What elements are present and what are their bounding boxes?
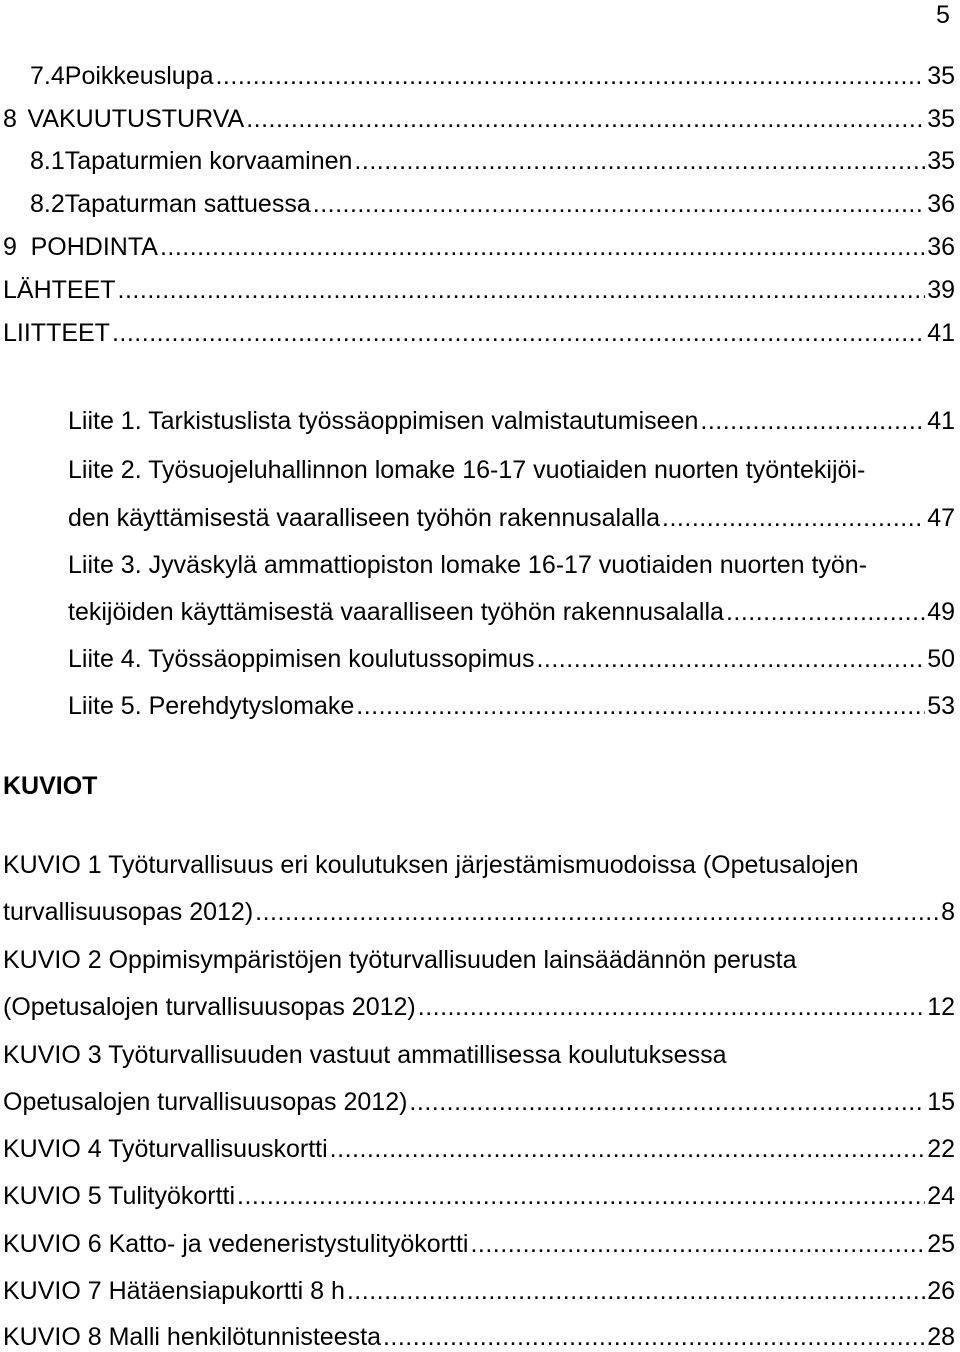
appendix-entry-3[interactable] (68, 597, 955, 627)
toc-entry-8-2[interactable] (30, 189, 955, 219)
toc-leader (246, 104, 925, 134)
toc-entry-number: 8.1 (30, 147, 65, 175)
figure-title: KUVIO 6 Katto- ja vedeneristystulityökortti (3, 1230, 469, 1258)
toc-leader (160, 232, 925, 262)
toc-leader (112, 318, 925, 348)
figure-page: 26 (927, 1277, 955, 1305)
toc-leader (418, 992, 925, 1022)
toc-entry-page: 35 (927, 62, 955, 90)
appendix-entry-1[interactable] (68, 406, 955, 436)
toc-leader (662, 503, 925, 533)
figure-entry-1-line1: KUVIO 1 Työturvallisuus eri koulutuksen järjestämismuodoissa (Opetusalojen (3, 851, 859, 879)
toc-entry-title: LÄHTEET (3, 276, 116, 304)
toc-entry-number: 9 (3, 233, 17, 261)
toc-entry-lahteet[interactable] (3, 275, 955, 305)
appendix-page: 41 (927, 407, 955, 435)
toc-entry-title: Tapaturman sattuessa (64, 190, 311, 218)
toc-leader (536, 644, 925, 674)
figure-page: 25 (927, 1230, 955, 1258)
toc-entry-title: POHDINTA (30, 233, 158, 261)
figure-page: 24 (927, 1182, 955, 1210)
figure-page: 22 (927, 1135, 955, 1163)
figure-page: 28 (927, 1323, 955, 1351)
figure-entry-8[interactable] (3, 1322, 955, 1352)
appendix-page: 47 (927, 504, 955, 532)
figure-entry-4[interactable] (3, 1134, 955, 1164)
figure-entry-5[interactable] (3, 1181, 955, 1211)
toc-entry-title: Poikkeuslupa (64, 62, 214, 90)
figure-title: turvallisuusopas 2012) (3, 898, 254, 926)
toc-entry-9[interactable] (3, 232, 955, 262)
toc-leader (700, 406, 925, 436)
figure-title: KUVIO 7 Hätäensiapukortti 8 h (3, 1277, 345, 1305)
toc-leader (470, 1229, 925, 1259)
toc-entry-number: 8 (3, 105, 17, 133)
appendix-title: Liite 5. Perehdytyslomake (68, 692, 355, 720)
toc-leader (356, 691, 925, 721)
toc-leader (409, 1087, 925, 1117)
toc-entry-title: Tapaturmien korvaaminen (64, 147, 353, 175)
toc-leader (237, 1181, 925, 1211)
figure-title: Opetusalojen turvallisuusopas 2012) (3, 1088, 408, 1116)
toc-entry-page: 41 (927, 319, 955, 347)
appendix-entry-2[interactable] (68, 503, 955, 533)
toc-leader (383, 1322, 925, 1352)
toc-entry-page: 35 (927, 147, 955, 175)
figure-entry-6[interactable] (3, 1229, 955, 1259)
figure-page: 15 (927, 1088, 955, 1116)
figure-entry-1[interactable] (3, 897, 955, 927)
toc-entry-page: 39 (927, 276, 955, 304)
toc-entry-liitteet[interactable] (3, 318, 955, 348)
figure-entry-2[interactable] (3, 992, 955, 1022)
appendix-title: tekijöiden käyttämisestä vaaralliseen työhön rakennusalalla (68, 598, 724, 626)
appendix-page: 53 (927, 692, 955, 720)
toc-entry-title: LIITTEET (3, 319, 110, 347)
figure-title: KUVIO 5 Tulityökortti (3, 1182, 236, 1210)
toc-leader (347, 1276, 925, 1306)
figure-entry-3-line1: KUVIO 3 Työturvallisuuden vastuut ammatillisessa koulutuksessa (3, 1041, 727, 1069)
toc-leader (215, 61, 925, 91)
appendix-entry-5[interactable] (68, 691, 955, 721)
appendix-entry-3-line1: Liite 3. Jyväskylä ammattiopiston lomake 16-17 vuotiaiden nuorten työn- (68, 551, 868, 579)
toc-entry-page: 35 (927, 105, 955, 133)
toc-entry-page: 36 (927, 190, 955, 218)
toc-leader (255, 897, 939, 927)
figures-heading: KUVIOT (3, 772, 98, 800)
toc-leader (313, 189, 925, 219)
figure-entry-7[interactable] (3, 1276, 955, 1306)
toc-leader (726, 597, 925, 627)
toc-entry-number: 8.2 (30, 190, 65, 218)
toc-entry-8[interactable] (3, 104, 955, 134)
figure-title: KUVIO 4 Työturvallisuuskortti (3, 1135, 328, 1163)
figure-title: KUVIO 8 Malli henkilötunnisteesta (3, 1323, 381, 1351)
toc-entry-7-4[interactable] (30, 61, 955, 91)
appendix-title: Liite 1. Tarkistuslista työssäoppimisen valmistautumiseen (68, 407, 699, 435)
toc-leader (330, 1134, 926, 1164)
toc-entry-page: 36 (927, 233, 955, 261)
appendix-page: 50 (927, 645, 955, 673)
appendix-entry-4[interactable] (68, 644, 955, 674)
toc-entry-number: 7.4 (30, 62, 65, 90)
page-number: 5 (936, 1, 950, 29)
figure-page: 12 (927, 993, 955, 1021)
toc-entry-title: VAKUUTUSTURVA (27, 105, 245, 133)
figure-title: (Opetusalojen turvallisuusopas 2012) (3, 993, 416, 1021)
toc-leader (118, 275, 926, 305)
toc-entry-8-1[interactable] (30, 146, 955, 176)
figure-entry-3[interactable] (3, 1087, 955, 1117)
appendix-page: 49 (927, 598, 955, 626)
appendix-title: den käyttämisestä vaaralliseen työhön rakennusalalla (68, 504, 661, 532)
figure-page: 8 (941, 898, 955, 926)
figure-entry-2-line1: KUVIO 2 Oppimisympäristöjen työturvallisuuden lainsäädännön perusta (3, 946, 797, 974)
appendix-title: Liite 4. Työssäoppimisen koulutussopimus (68, 645, 535, 673)
appendix-entry-2-line1: Liite 2. Työsuojeluhallinnon lomake 16-17 vuotiaiden nuorten työntekijöi- (68, 456, 866, 484)
toc-leader (354, 146, 925, 176)
